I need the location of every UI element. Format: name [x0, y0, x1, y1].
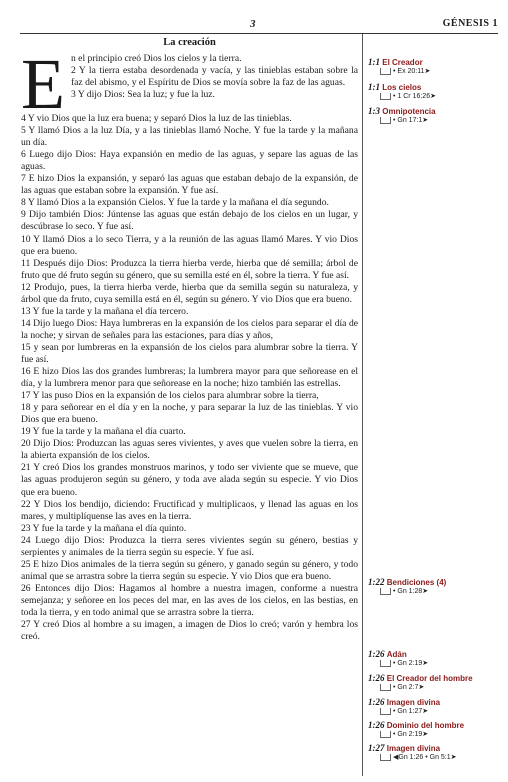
- note-link[interactable]: • Ex 20:11➤: [393, 68, 431, 75]
- note-ref: 1:26: [368, 649, 385, 659]
- note-title: Adán: [386, 650, 407, 659]
- note-ref: 1:27: [368, 743, 385, 753]
- note-link[interactable]: • Gn 1:27➤: [393, 708, 429, 715]
- note-ref: 1:22: [368, 577, 385, 587]
- verse-7: 7 E hizo Dios la expansión, y separó las aguas que estaban debajo de la expansión, de las aguas que estaban sobre la expansión. Y fue así.: [21, 173, 358, 197]
- verse-27: 27 Y creó Dios al hombre a su imagen, a imagen de Dios lo creó; varón y hembra los creó.: [21, 619, 358, 643]
- note-title: Imagen divina: [386, 698, 441, 707]
- verse-24: 24 Luego dijo Dios: Produzca la tierra seres vivientes según su género, bestias y serpientes y animales de la tierra según su especie. Y fue así.: [21, 534, 358, 558]
- verse-9: 9 Dijo también Dios: Júntense las aguas que están debajo de los cielos en un lugar, y descúbrase lo seco. Y fue así.: [21, 209, 358, 233]
- cross-ref-note[interactable]: [368, 82, 436, 100]
- book-icon: [380, 68, 391, 75]
- book-icon: [380, 588, 391, 595]
- book-chapter-heading: GÉNESIS 1: [442, 18, 498, 29]
- drop-cap: E: [21, 44, 65, 125]
- cross-ref-note[interactable]: [368, 649, 428, 667]
- note-title: Dominio del hombre: [386, 721, 465, 730]
- verse-11: 11 Después dijo Dios: Produzca la tierra hierba verde, hierba que dé semilla; árbol de fruto que dé fruto según su género, que su semilla esté en él, sobre la tierra. Y fue así.: [21, 257, 358, 281]
- verse-5: 5 Y llamó Dios a la luz Día, y a las tinieblas llamó Noche. Y fue la tarde y la mañana un día.: [21, 125, 358, 149]
- cross-ref-note[interactable]: [368, 697, 440, 715]
- cross-ref-note[interactable]: [368, 577, 446, 595]
- verse-12: 12 Produjo, pues, la tierra hierba verde, hierba que da semilla según su naturaleza, y árbol que da fruto, cuya semilla está en él, según su género. Y vio Dios que era bueno.: [21, 281, 358, 305]
- book-icon: [380, 660, 391, 667]
- book-icon: [380, 93, 391, 100]
- note-link[interactable]: • Gn 1:28➤: [393, 588, 429, 595]
- book-icon: [380, 684, 391, 691]
- verse-6: 6 Luego dijo Dios: Haya expansión en medio de las aguas, y separe las aguas de las aguas.: [21, 149, 358, 173]
- note-title: Bendiciones (4): [386, 578, 447, 587]
- note-ref: 1:26: [368, 720, 385, 730]
- book-icon: [380, 708, 391, 715]
- cross-ref-note[interactable]: [368, 57, 430, 75]
- verse-15: 15 y sean por lumbreras en la expansión de los cielos para alumbrar sobre la tierra. Y fue así.: [21, 341, 358, 365]
- note-link[interactable]: • Gn 2:19➤: [393, 731, 429, 738]
- note-ref: 1:1: [368, 57, 380, 67]
- verse-8: 8 Y llamó Dios a la expansión Cielos. Y fue la tarde y la mañana el día segundo.: [21, 197, 329, 209]
- note-ref: 1:26: [368, 673, 385, 683]
- note-link[interactable]: • Gn 17:1➤: [393, 117, 429, 124]
- note-ref: 1:1: [368, 82, 380, 92]
- scripture-column: [21, 37, 358, 643]
- verse-16: 16 E hizo Dios las dos grandes lumbreras; la lumbrera mayor para que señorease en el día, y la lumbrera menor para que señorease en la noche; hizo también las estrellas.: [21, 366, 358, 390]
- note-title: El Creador: [382, 58, 423, 67]
- verse-2: 2 Y la tierra estaba desordenada y vacía, y las tinieblas estaban sobre la faz del abismo, y el Espíritu de Dios se movía sobre la faz de las aguas.: [70, 65, 358, 89]
- verse-19: 19 Y fue la tarde y la mañana el día cuarto.: [21, 426, 186, 438]
- verse-4: 4 Y vio Dios que la luz era buena; y separó Dios la luz de las tinieblas.: [21, 113, 292, 125]
- verse-10: 10 Y llamó Dios a lo seco Tierra, y a la reunión de las aguas llamó Mares. Y vio Dios que era bueno.: [21, 233, 358, 257]
- verse-13: 13 Y fue la tarde y la mañana el día tercero.: [21, 305, 189, 317]
- note-title: Omnipotencia: [382, 107, 436, 116]
- book-icon: [380, 754, 391, 761]
- verse-26: 26 Entonces dijo Dios: Hagamos al hombre a nuestra imagen, conforme a nuestra semejanza; y señoree en los peces del mar, en las aves de los cielos, en las bestias, en toda la tierra, y en todo animal que se arrastra sobre la tierra.: [21, 582, 358, 618]
- book-icon: [380, 731, 391, 738]
- cross-ref-note[interactable]: [368, 106, 436, 124]
- cross-ref-note[interactable]: [368, 673, 473, 691]
- section-title: La creación: [163, 37, 216, 48]
- page-number: 3: [250, 18, 256, 30]
- note-link[interactable]: • Gn 2:7➤: [393, 684, 425, 691]
- note-title: Imagen divina: [386, 744, 441, 753]
- note-link[interactable]: • Gn 2:19➤: [393, 660, 429, 667]
- verse-14: 14 Dijo luego Dios: Haya lumbreras en la expansión de los cielos para separar el día de la noche; y sirvan de señales para las estaciones, para días y años,: [21, 317, 358, 341]
- note-title: Los cielos: [382, 83, 422, 92]
- note-ref: 1:26: [368, 697, 385, 707]
- cross-ref-note[interactable]: [368, 720, 464, 738]
- verse-22: 22 Y Dios los bendijo, diciendo: Fructificad y multiplicaos, y llenad las aguas en los mares, y multiplíquense las aves en la tierra.: [21, 498, 358, 522]
- note-ref: 1:3: [368, 106, 380, 116]
- verse-23: 23 Y fue la tarde y la mañana el día quinto.: [21, 522, 187, 534]
- verse-20: 20 Dijo Dios: Produzcan las aguas seres vivientes, y aves que vuelen sobre la tierra, en la abierta expansión de los cielos.: [21, 438, 358, 462]
- note-title: El Creador del hombre: [386, 674, 473, 683]
- verse-18: 18 y para señorear en el día y en la noche, y para separar la luz de las tinieblas. Y vio Dios que era bueno.: [21, 402, 358, 426]
- page-header: [0, 0, 508, 30]
- verse-17: 17 Y las puso Dios en la expansión de los cielos para alumbrar sobre la tierra,: [21, 390, 319, 402]
- book-icon: [380, 117, 391, 124]
- note-link[interactable]: • 1 Cr 16:26➤: [393, 93, 436, 100]
- header-rule: [20, 33, 498, 34]
- verse-25: 25 E hizo Dios animales de la tierra según su género, y ganado según su género, y todo animal que se arrastra sobre la tierra según su especie. Y vio Dios que era bueno.: [21, 558, 358, 582]
- cross-ref-note[interactable]: [368, 743, 457, 761]
- verse-3: 3 Y dijo Dios: Sea la luz; y fue la luz.: [70, 89, 215, 101]
- verse-1: n el principio creó Dios los cielos y la tierra.: [70, 53, 242, 65]
- note-link[interactable]: ◀Gn 1:26 • Gn 5:1➤: [393, 754, 457, 761]
- column-divider: [362, 34, 363, 776]
- verse-21: 21 Y creó Dios los grandes monstruos marinos, y todo ser viviente que se mueve, que las aguas produjeron según su género, y toda ave alada según su especie. Y vio Dios que era bueno.: [21, 462, 358, 498]
